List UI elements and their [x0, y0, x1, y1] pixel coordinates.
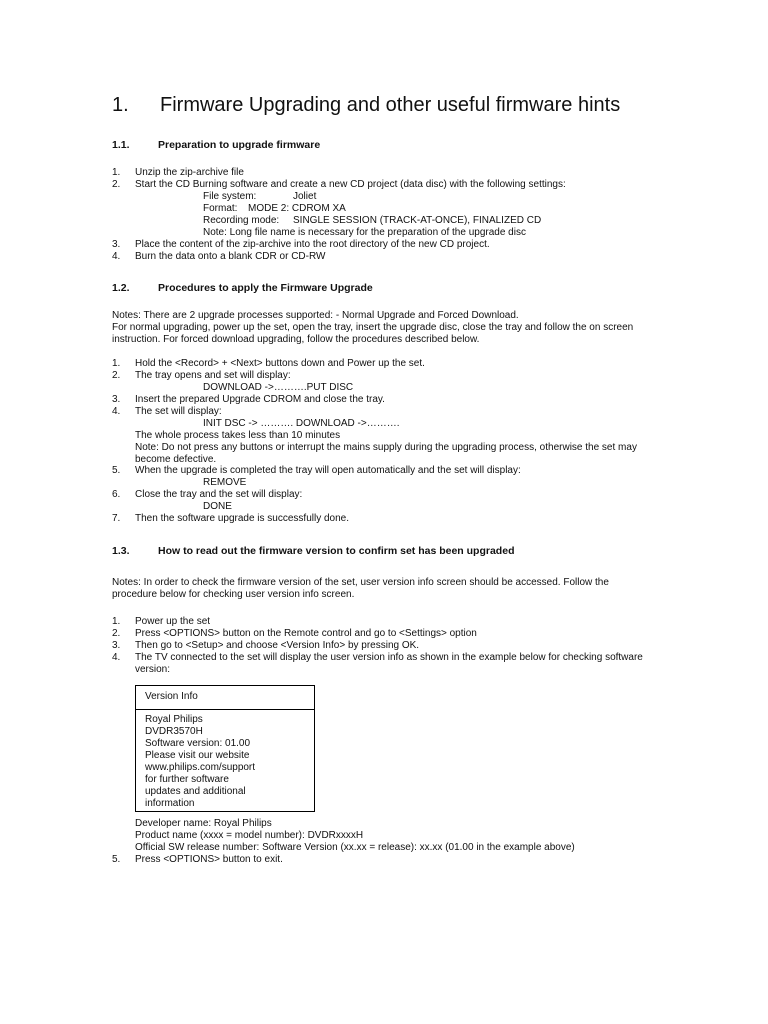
list-item: 7. Then the software upgrade is successfully done. — [112, 513, 350, 524]
version-info-title: Version Info — [145, 691, 198, 702]
list-item: 6. Close the tray and the set will display: — [112, 489, 303, 500]
list-item: 1. Power up the set — [112, 616, 211, 627]
notes-line: instruction. For forced download upgrading, follow the procedures described below. — [112, 334, 480, 345]
list-item: 1. Unzip the zip-archive file — [112, 167, 244, 178]
section-number: 1.3. — [112, 545, 130, 557]
heading-title: Firmware Upgrading and other useful firmware hints — [160, 94, 621, 116]
list-item: 2. Start the CD Burning software and create a new CD project (data disc) with the following settings: — [112, 179, 566, 190]
release-number-text: Official SW release number: Software Version (xx.xx = release): xx.xx (01.00 in the example above) — [135, 842, 575, 853]
notes-line: Notes: There are 2 upgrade processes supported: - Normal Upgrade and Forced Download. — [112, 310, 519, 321]
display-text: DOWNLOAD ->……….PUT DISC — [203, 382, 354, 393]
notes-line: procedure below for checking user version info screen. — [112, 589, 355, 600]
version-info-line: information — [145, 798, 195, 809]
list-item: 5. When the upgrade is completed the tray will open automatically and the set will display: — [112, 465, 521, 476]
version-info-line: Royal Philips — [145, 714, 203, 725]
sub-text: become defective. — [135, 454, 217, 465]
section-title: How to read out the firmware version to confirm set has been upgraded — [158, 545, 515, 557]
main-heading — [112, 94, 620, 117]
list-item: 1. Hold the <Record> + <Next> buttons down and Power up the set. — [112, 358, 425, 369]
product-name-text: Product name (xxxx = model number): DVDRxxxxH — [135, 830, 364, 841]
version-info-line: www.philips.com/support — [145, 762, 256, 773]
list-item: 3. Place the content of the zip-archive into the root directory of the new CD project. — [112, 239, 490, 250]
sub-text: Note: Do not press any buttons or interrupt the mains supply during the upgrading process, otherwise the set may — [135, 442, 637, 453]
list-item: 3. Then go to <Setup> and choose <Version Info> by pressing OK. — [112, 640, 420, 651]
section-heading-1-2 — [112, 282, 373, 294]
list-item: 4. Burn the data onto a blank CDR or CD-RW — [112, 251, 326, 262]
display-text: DONE — [203, 501, 232, 512]
list-item: 5. Press <OPTIONS> button to exit. — [112, 854, 283, 865]
section-title: Preparation to upgrade firmware — [158, 139, 321, 151]
setting-note: Note: Long file name is necessary for the preparation of the upgrade disc — [203, 227, 526, 238]
section-number: 1.1. — [112, 139, 130, 151]
setting-recording-mode: Recording mode: SINGLE SESSION (TRACK-AT-ONCE), FINALIZED CD — [203, 215, 542, 226]
version-info-line: updates and additional — [145, 786, 246, 797]
display-text: REMOVE — [203, 477, 247, 488]
divider — [136, 709, 314, 710]
notes-line: Notes: In order to check the firmware version of the set, user version info screen should be accessed. Follow the — [112, 577, 609, 588]
list-item: 4. The set will display: — [112, 406, 222, 417]
version-info-body — [145, 714, 255, 810]
list-item: 4. The TV connected to the set will display the user version info as shown in the example below for checking software — [112, 652, 643, 663]
version-info-line: for further software — [145, 774, 229, 785]
section-number: 1.2. — [112, 282, 130, 294]
setting-format: Format: MODE 2: CDROM XA — [203, 203, 346, 214]
display-text: INIT DSC -> ………. DOWNLOAD ->………. — [203, 418, 400, 429]
version-info-box — [135, 685, 315, 812]
setting-file-system: File system: Joliet — [203, 191, 317, 202]
notes-line: For normal upgrading, power up the set, open the tray, insert the upgrade disc, close the tray and follow the on screen — [112, 322, 634, 333]
sub-text: version: — [135, 664, 171, 675]
section-heading-1-1 — [112, 139, 320, 151]
section-title: Procedures to apply the Firmware Upgrade — [158, 282, 373, 294]
sub-text: The whole process takes less than 10 minutes — [135, 430, 341, 441]
heading-number: 1. — [112, 94, 129, 116]
list-item: 2. Press <OPTIONS> button on the Remote control and go to <Settings> option — [112, 628, 477, 639]
section-heading-1-3 — [112, 545, 514, 557]
list-item: 2. The tray opens and set will display: — [112, 370, 291, 381]
version-info-line: Please visit our website — [145, 750, 250, 761]
version-info-line: DVDR3570H — [145, 726, 203, 737]
version-info-line: Software version: 01.00 — [145, 738, 251, 749]
list-item: 3. Insert the prepared Upgrade CDROM and close the tray. — [112, 394, 385, 405]
developer-name-text: Developer name: Royal Philips — [135, 818, 272, 829]
